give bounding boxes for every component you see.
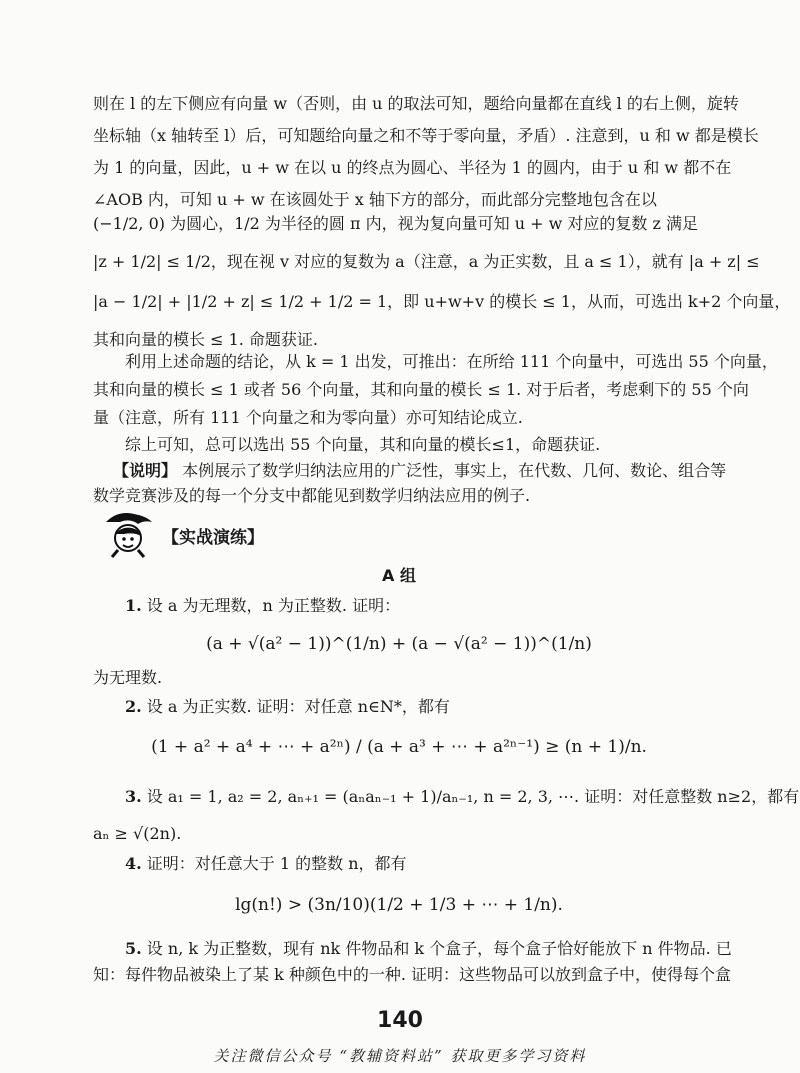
problem-text: 设 n, k 为正整数，现有 nk 件物品和 k 个盒子，每个盒子恰好能放下 n 件物品. 已 (146, 939, 732, 958)
problem-text: 设 a 为正实数. 证明：对任意 n∈N*，都有 (146, 697, 450, 716)
problem-2-formula: (1 + a² + a⁴ + ⋯ + a²ⁿ) / (a + a³ + ⋯ + a²ⁿ⁻¹) ≥ (n + 1)/n. (151, 737, 647, 757)
problem-3 (125, 785, 800, 809)
text-line: |a − 1/2| + |1/2 + z| ≤ 1/2 + 1/2 = 1，即 u+w+v 的模长 ≤ 1，从而，可选出 k+2 个向量， (93, 292, 791, 311)
problem-number: 1. (125, 596, 142, 615)
footer-note: 关注微信公众号 “教辅资料站” 获取更多学习资料 (213, 1047, 587, 1065)
page-number: 140 (377, 1008, 423, 1033)
problem-3-tail: aₙ ≥ √(2n). (93, 824, 182, 843)
problem-4 (125, 852, 705, 876)
text-line: (−1/2, 0) 为圆心，1/2 为半径的圆 π 内，视为复向量可知 u + w 对应的复数 z 满足 (93, 214, 698, 233)
note-label: 【说明】 (113, 461, 178, 480)
conclusion-text: 综上可知，总可以选出 55 个向量，其和向量的模长≤1，命题获证. (125, 435, 601, 454)
problem-number: 2. (125, 697, 142, 716)
problem-text: 证明：对任意大于 1 的整数 n，都有 (146, 854, 407, 873)
problem-2 (125, 695, 705, 719)
note-line (113, 459, 727, 483)
note-line: 数学竞赛涉及的每一个分支中都能见到数学归纳法应用的例子. (93, 486, 531, 505)
problem-5-tail: 知：每件物品被染上了某 k 种颜色中的一种. 证明：这些物品可以放到盒子中，使得每个盒 (93, 965, 732, 984)
problem-number: 3. (125, 787, 142, 806)
text-line: 其和向量的模长 ≤ 1. 命题获证. (93, 330, 319, 349)
text-line: 则在 l 的左下侧应有向量 w（否则，由 u 的取法可知，题给向量都在直线 l 的右上侧，旋转 (93, 94, 739, 113)
problem-number: 4. (125, 854, 142, 873)
text-line: ∠AOB 内，可知 u + w 在该圆处于 x 轴下方的部分，而此部分完整地包含在以 (93, 190, 657, 209)
text-line: 坐标轴（x 轴转至 l）后，可知题给向量之和不等于零向量，矛盾）. 注意到，u 和 w 都是模长 (93, 126, 759, 145)
problem-text: 设 a 为无理数，n 为正整数. 证明： (146, 596, 401, 615)
group-title: A 组 (382, 566, 416, 585)
section-heading (100, 508, 264, 562)
section-title: 【实战演练】 (162, 527, 264, 548)
problem-number: 5. (125, 939, 142, 958)
problem-1-formula: (a + √(a² − 1))^(1/n) + (a − √(a² − 1))^(1/n) (206, 634, 592, 654)
problem-1 (125, 594, 705, 618)
text-line: 为 1 的向量，因此，u + w 在以 u 的终点为圆心、半径为 1 的圆内，由于 u 和 w 都不在 (93, 158, 732, 177)
text-line: 利用上述命题的结论，从 k = 1 出发，可推出：在所给 111 个向量中，可选出 55 个向量， (125, 352, 778, 371)
note-text: 本例展示了数学归纳法应用的广泛性，事实上，在代数、几何、数论、组合等 (177, 461, 727, 480)
text-line: |z + 1/2| ≤ 1/2，现在视 v 对应的复数为 a（注意，a 为正实数，且 a ≤ 1），就有 |a + z| ≤ (93, 252, 760, 271)
text-line: 其和向量的模长 ≤ 1 或者 56 个向量，其和向量的模长 ≤ 1. 对于后者，考虑剩下的 55 个向 (93, 380, 749, 399)
text-line: 量（注意，所有 111 个向量之和为零向量）亦可知结论成立. (93, 408, 523, 427)
problem-5 (125, 937, 732, 961)
cartoon-character-icon (100, 508, 156, 562)
problem-1-tail: 为无理数. (93, 668, 163, 687)
problem-4-formula: lg(n!) > (3n/10)(1/2 + 1/3 + ⋯ + 1/n). (235, 895, 563, 915)
problem-text: 设 a₁ = 1, a₂ = 2, aₙ₊₁ = (aₙaₙ₋₁ + 1)/aₙ₋₁, n = 2, 3, ⋯. 证明：对任意整数 n≥2，都有 (146, 787, 800, 806)
